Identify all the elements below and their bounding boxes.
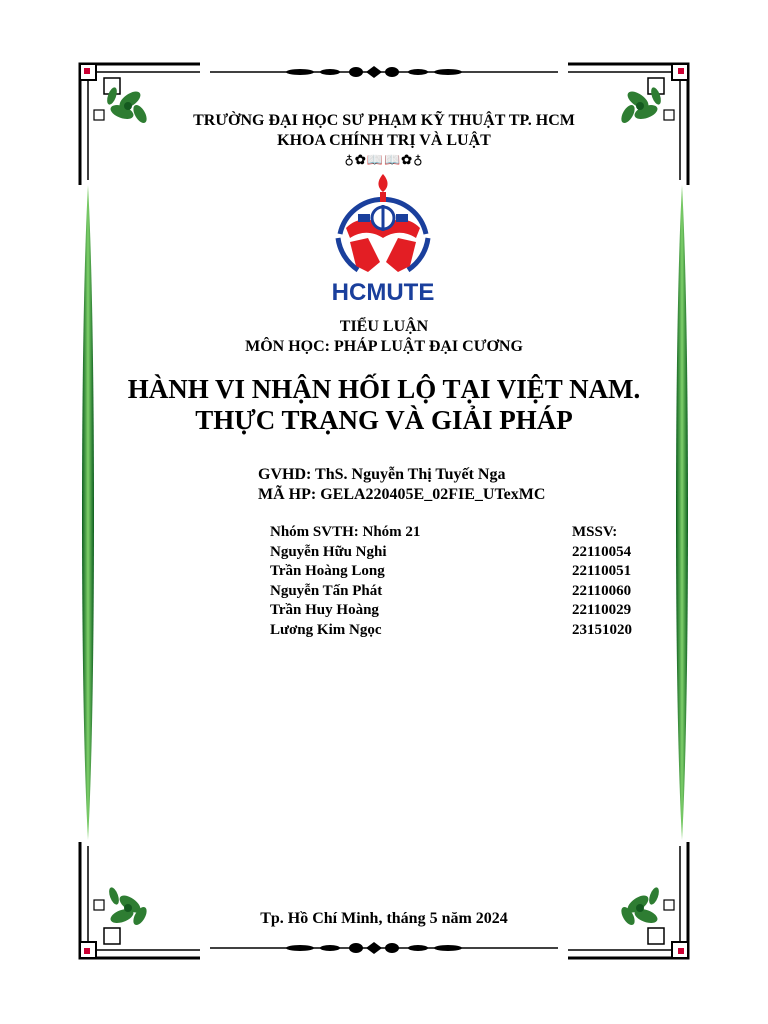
logo-wordmark: HCMUTE [331, 279, 435, 306]
bottom-border-ornament [210, 942, 558, 954]
report-title-line-1: HÀNH VI NHẬN HỐI LỘ TẠI VIỆT NAM. [127, 374, 641, 404]
place-date: Tp. Hồ Chí Minh, tháng 5 năm 2024 [260, 910, 508, 927]
mssv-header: MSSV: [572, 524, 618, 540]
member-name: Nguyễn Hữu Nghi [270, 543, 387, 560]
university-logo [328, 172, 438, 306]
right-vine-ornament [676, 185, 688, 840]
corner-ornament-bottom-left [80, 842, 200, 958]
instructor-line: GVHD: ThS. Nguyễn Thị Tuyết Nga [258, 466, 506, 483]
member-id: 22110029 [572, 602, 632, 618]
member-header-row [270, 524, 640, 544]
member-id: 22110060 [572, 582, 632, 599]
member-name: Trần Hoàng Long [270, 563, 385, 579]
faculty-name: KHOA CHÍNH TRỊ VÀ LUẬT [277, 132, 491, 149]
member-id: 23151020 [572, 621, 632, 638]
course-code-line: MÃ HP: GELA220405E_02FIE_UTexMC [258, 486, 546, 503]
member-row [270, 563, 640, 583]
group-label: Nhóm SVTH: Nhóm 21 [270, 524, 421, 540]
report-title-line-2: THỰC TRẠNG VÀ GIẢI PHÁP [195, 405, 573, 435]
member-name: Nguyễn Tấn Phát [270, 582, 383, 599]
document-type: TIỂU LUẬN [339, 318, 429, 335]
corner-ornament-bottom-right [568, 842, 688, 958]
left-vine-ornament [82, 185, 94, 840]
logo-emblem [338, 174, 428, 272]
member-list [270, 524, 640, 641]
school-name: TRƯỜNG ĐẠI HỌC SƯ PHẠM KỸ THUẬT TP. HCM [193, 112, 575, 129]
member-row [270, 622, 640, 642]
header-ornament: ♁✿📖📖✿♁ [344, 152, 424, 167]
member-row [270, 544, 640, 564]
member-id: 22110054 [572, 543, 632, 560]
member-id: 22110051 [572, 563, 632, 579]
member-name: Lương Kim Ngọc [270, 621, 382, 638]
member-name: Trần Huy Hoàng [270, 602, 379, 618]
member-row [270, 583, 640, 603]
course-name: MÔN HỌC: PHÁP LUẬT ĐẠI CƯƠNG [245, 338, 523, 355]
member-row [270, 602, 640, 622]
top-border-ornament [210, 66, 558, 78]
